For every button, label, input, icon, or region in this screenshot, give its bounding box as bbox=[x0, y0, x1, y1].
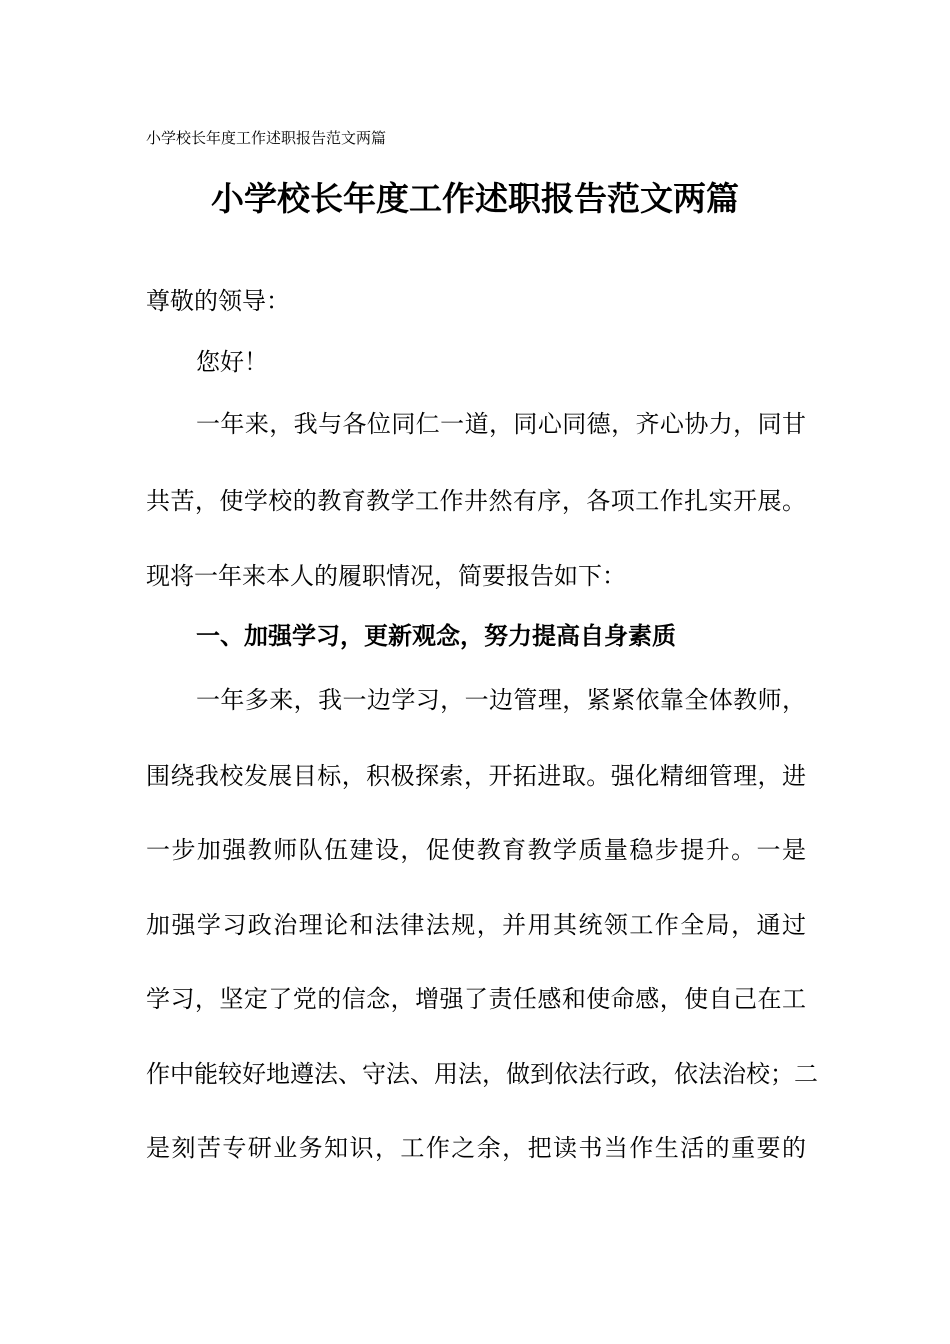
paragraph-line: 一年多来，我一边学习，一边管理，紧紧依靠全体教师， bbox=[196, 686, 806, 714]
paragraph-line: 现将一年来本人的履职情况，简要报告如下： bbox=[146, 562, 626, 590]
document-title: 小学校长年度工作述职报告范文两篇 bbox=[211, 179, 739, 218]
section-heading: 一、加强学习，更新观念，努力提高自身素质 bbox=[196, 622, 676, 650]
paragraph-line: 一步加强教师队伍建设，促使教育教学质量稳步提升。一是 bbox=[146, 836, 806, 864]
paragraph-line: 学习，坚定了党的信念，增强了责任感和使命感，使自己在工 bbox=[146, 985, 806, 1013]
greeting: 您好！ bbox=[196, 348, 268, 376]
paragraph-line: 一年来，我与各位同仁一道，同心同德，齐心协力，同甘 bbox=[196, 410, 806, 438]
salutation: 尊敬的领导： bbox=[146, 287, 290, 315]
paragraph-line: 作中能较好地遵法、守法、用法，做到依法行政，依法治校；二 bbox=[146, 1060, 818, 1088]
paragraph-line: 加强学习政治理论和法律法规，并用其统领工作全局，通过 bbox=[146, 911, 806, 939]
paragraph-line: 围绕我校发展目标，积极探索，开拓进取。强化精细管理，进 bbox=[146, 762, 806, 790]
running-header: 小学校长年度工作述职报告范文两篇 bbox=[146, 129, 387, 147]
paragraph-line: 是刻苦专研业务知识，工作之余，把读书当作生活的重要的 bbox=[146, 1134, 806, 1162]
paragraph-line: 共苦，使学校的教育教学工作井然有序，各项工作扎实开展。 bbox=[146, 487, 806, 515]
